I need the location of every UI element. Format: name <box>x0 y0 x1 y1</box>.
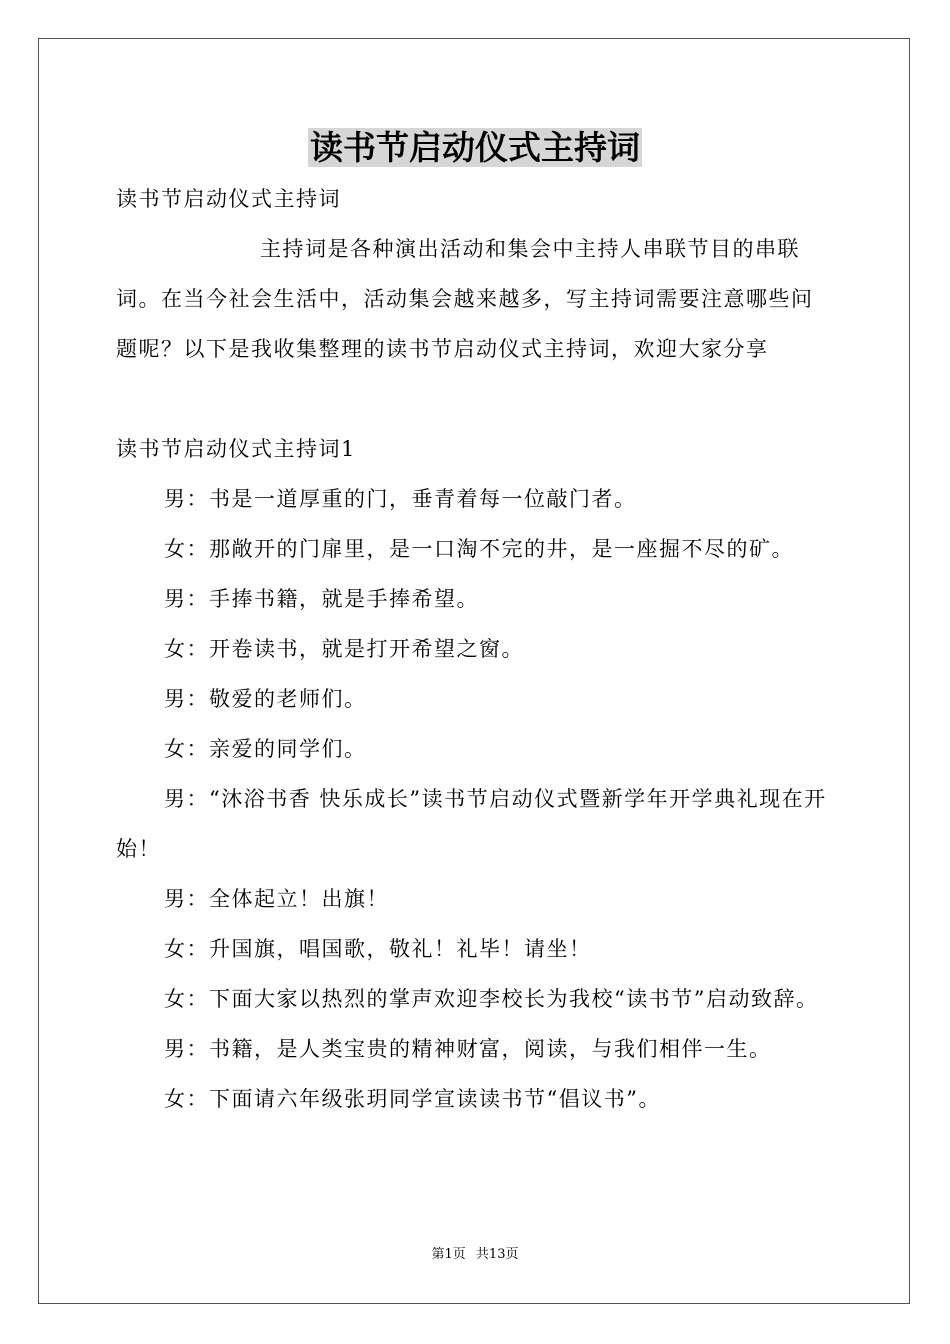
document-title <box>0 126 950 170</box>
dialogue-line: 女：那敞开的门扉里，是一口淘不完的井，是一座掘不尽的矿。 <box>164 537 794 561</box>
paragraph-gap <box>116 374 834 424</box>
dialogue-line: 男：“沐浴书香 快乐成长”读书节启动仪式暨新学年开学典礼现在开始！ <box>116 787 827 861</box>
dialogue-line: 女：亲爱的同学们。 <box>164 737 367 761</box>
dialogue-line: 女：开卷读书，就是打开希望之窗。 <box>164 637 524 661</box>
dialogue-line: 男：全体起立！出旗！ <box>164 887 389 911</box>
dialogue-line: 男：敬爱的老师们。 <box>164 687 367 711</box>
dialogue-line: 女：升国旗，唱国歌，敬礼！礼毕！请坐！ <box>164 937 592 961</box>
document-title-text: 读书节启动仪式主持词 <box>310 128 640 167</box>
section-heading: 读书节启动仪式主持词1 <box>116 437 356 461</box>
dialogue-line: 女：下面大家以热烈的掌声欢迎李校长为我校“读书节”启动致辞。 <box>164 987 819 1011</box>
dialogue-line: 男：手捧书籍，就是手捧希望。 <box>164 587 479 611</box>
page-footer: 第1页 共13页 <box>431 1247 519 1262</box>
dialogue-line: 男：书是一道厚重的门，垂青着每一位敲门者。 <box>164 487 637 511</box>
intro-paragraph: 主持词是各种演出活动和集会中主持人串联节目的串联词。在当今社会生活中，活动集会越来越多，写主持词需要注意哪些问题呢？以下是我收集整理的读书节启动仪式主持词，欢迎大家分享 <box>116 237 814 361</box>
dialogue-line: 男：书籍，是人类宝贵的精神财富，阅读，与我们相伴一生。 <box>164 1037 772 1061</box>
dialogue-line: 女：下面请六年级张玥同学宣读读书节“倡议书”。 <box>164 1087 661 1111</box>
subtitle: 读书节启动仪式主持词 <box>116 187 341 211</box>
document-body <box>116 174 834 1124</box>
